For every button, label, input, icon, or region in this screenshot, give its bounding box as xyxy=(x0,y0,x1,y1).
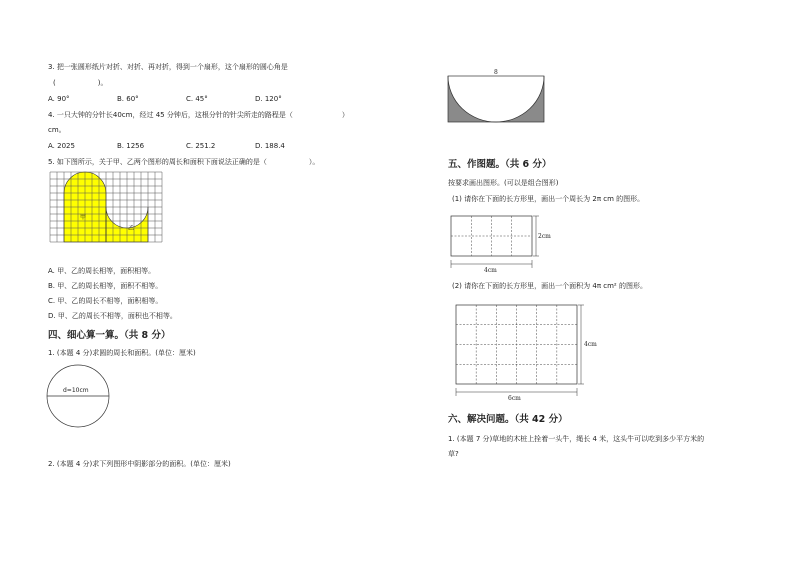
drawing-rect-4x2 xyxy=(448,212,558,274)
q3-option-c: C. 45° xyxy=(186,95,208,103)
drawing-rect-6x4 xyxy=(450,300,600,400)
q3-answer-paren: ( )。 xyxy=(53,79,108,87)
q4-option-c: C. 251.2 xyxy=(186,142,216,150)
section4-q1: 1. (本题 4 分)求圆的周长和面积。(单位：厘米) xyxy=(48,349,196,357)
shaded-semicircle-figure xyxy=(448,70,544,120)
q5-option-c: C. 甲、乙的周长不相等，面积相等。 xyxy=(48,297,163,305)
section5-title: 五、作图题。（共 6 分） xyxy=(448,159,552,170)
section4-title: 四、细心算一算。（共 8 分） xyxy=(48,330,171,341)
rect2-width-label: 6cm xyxy=(508,395,521,402)
section4-q2: 2. (本题 4 分)求下列图形中阴影部分的面积。(单位：厘米) xyxy=(48,460,231,468)
q5-text: 5. 如下图所示，关于甲、乙两个图形的周长和面积下面说法正确的是（ ）。 xyxy=(48,158,320,166)
section5-q2: (2) 请你在下面的长方形里，画出一个面积为 4π cm² 的图形。 xyxy=(452,282,647,290)
shape-yi-label: 乙 xyxy=(128,225,135,232)
rect1-width-label: 4cm xyxy=(484,267,497,274)
rect1-height-label: 2cm xyxy=(538,233,551,240)
q5-option-d: D. 甲、乙的周长不相等，面积也不相等。 xyxy=(48,312,177,320)
shaded-figure-width-label: 8 xyxy=(494,69,498,76)
section5-intro: 按要求画出图形。(可以是组合图形) xyxy=(448,179,559,187)
q4-option-b: B. 1256 xyxy=(117,142,145,150)
q3-text: 3. 把一张圆形纸片对折、对折、再对折，得到一个扇形，这个扇形的圆心角是 xyxy=(48,63,288,71)
q5-option-b: B. 甲、乙的周长相等，面积不相等。 xyxy=(48,282,163,290)
section6-q1-line2: 草? xyxy=(448,450,459,458)
rect2-height-label: 4cm xyxy=(584,341,597,348)
section6-q1-line1: 1. (本题 7 分)草地的木桩上拴着一头牛，绳长 4 米，这头牛可以吃到多少平方米的 xyxy=(448,435,705,443)
q3-option-b: B. 60° xyxy=(117,95,139,103)
q4-option-a: A. 2025 xyxy=(48,142,75,150)
shape-jia-label: 甲 xyxy=(80,214,87,221)
q3-option-d: D. 120° xyxy=(255,95,282,103)
q5-option-a: A. 甲、乙的周长相等，面积相等。 xyxy=(48,267,156,275)
section6-title: 六、解决问题。（共 42 分） xyxy=(448,414,568,425)
circle-diameter-label: d=10cm xyxy=(63,387,89,394)
q5-grid-figure xyxy=(50,172,162,242)
circle-figure xyxy=(46,364,110,428)
q3-option-a: A. 90° xyxy=(48,95,70,103)
q4-text: 4. 一只大钟的分针长40cm，经过 45 分钟后，这根分针的针尖所走的路程是（ ） xyxy=(48,111,349,119)
q4-unit: cm。 xyxy=(48,126,66,134)
section5-q1: (1) 请你在下面的长方形里，画出一个周长为 2π cm 的图形。 xyxy=(452,195,645,203)
q4-option-d: D. 188.4 xyxy=(255,142,285,150)
